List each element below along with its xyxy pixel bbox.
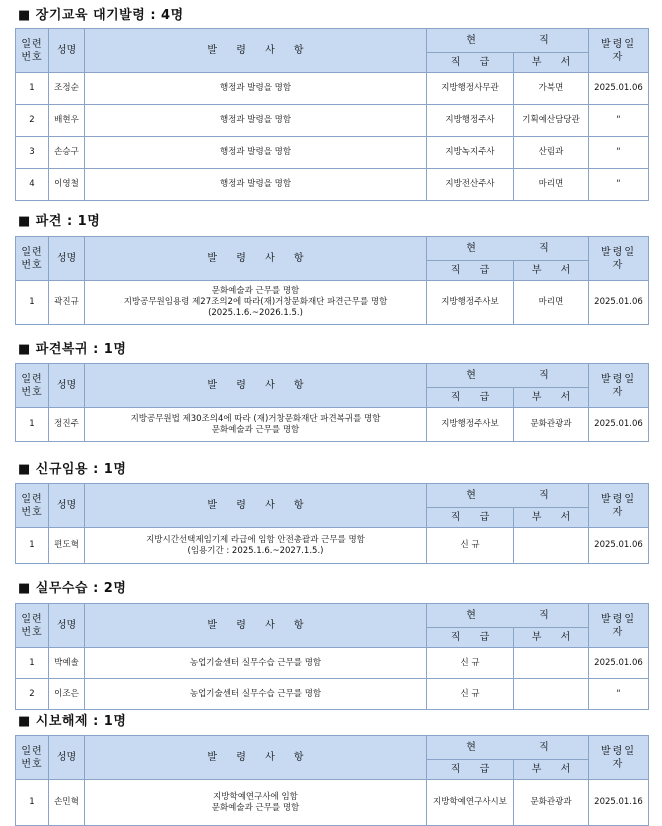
matter-line: (임용기간 : 2025.1.6.~2027.1.5.) [187,545,324,556]
header-matter: 발 령 사 항 [85,237,427,281]
appointment-date: 2025.01.06 [589,528,649,564]
header-rank: 직 급 [427,508,514,528]
appointment-date: 2025.01.16 [589,780,649,826]
section-title: ■ 장기교육 대기발령 : 4명 [18,8,184,23]
matter-line: 지방시간선택제임기제 라급에 임함 안전총괄과 근무를 명함 [146,534,365,545]
department: 문화관광과 [514,780,589,826]
department: 기획예산담당관 [514,105,589,137]
matter-line: 지방공무원법 제30조의4에 따라 (재)거창문화재단 파견복귀를 명함 [130,413,381,424]
header-date: 발령일자 [589,484,649,528]
person-name: 박예솔 [49,648,85,679]
matter-line: 문화예술과 근무를 명함 [211,424,300,435]
matter-line: 문화예술과 근무를 명함 [211,286,300,296]
header-rank: 직 급 [427,53,514,73]
header-rank: 직 급 [427,388,514,408]
appointment-matter [85,408,427,442]
header-serial-no: 일련번호 [16,484,49,528]
header-row [16,604,649,628]
table-row [16,528,649,564]
table-row [16,408,649,442]
appointment-table [15,363,649,442]
header-department: 부 서 [514,508,589,528]
section-title: ■ 신규임용 : 1명 [18,462,127,477]
appointment-date: 2025.01.06 [589,648,649,679]
header-name: 성명 [49,604,85,648]
serial-no: 1 [16,281,49,325]
header-name: 성명 [49,29,85,73]
matter-line: 행정과 발령을 명함 [219,179,292,189]
header-name: 성명 [49,484,85,528]
person-name: 조정순 [49,73,85,105]
header-department: 부 서 [514,388,589,408]
appointment-date: 2025.01.06 [589,408,649,442]
matter-line: 지방학예연구사에 임함 [213,791,298,802]
department: 가북면 [514,73,589,105]
table-row [16,648,649,679]
appointment-matter [85,679,427,710]
appointment-table [15,28,649,201]
header-date: 발령일자 [589,364,649,408]
header-name: 성명 [49,736,85,780]
appointment-date: " [589,169,649,201]
appointment-matter [85,137,427,169]
appointment-table [15,603,649,710]
appointment-matter [85,528,427,564]
header-date: 발령일자 [589,237,649,281]
header-serial-no: 일련번호 [16,237,49,281]
person-name: 이조은 [49,679,85,710]
header-date: 발령일자 [589,604,649,648]
serial-no: 2 [16,679,49,710]
appointment-date: 2025.01.06 [589,281,649,325]
header-serial-no: 일련번호 [16,736,49,780]
person-name: 손승구 [49,137,85,169]
header-row [16,484,649,508]
rank: 신 규 [427,679,514,710]
appointment-table [15,735,649,826]
serial-no: 4 [16,169,49,201]
department [514,648,589,679]
appointment-matter [85,648,427,679]
header-current-position: 현 직 [427,604,589,628]
header-serial-no: 일련번호 [16,29,49,73]
department: 문화관광과 [514,408,589,442]
header-rank: 직 급 [427,628,514,648]
header-matter: 발 령 사 항 [85,29,427,73]
header-row [16,237,649,261]
department: 마리면 [514,281,589,325]
matter-line: 지방공무원임용령 제27조의2에 따라(재)거창문화재단 파견근무를 명함 [123,297,388,307]
header-department: 부 서 [514,53,589,73]
header-date: 발령일자 [589,29,649,73]
rank: 지방행정주사보 [427,408,514,442]
header-row [16,364,649,388]
header-matter: 발 령 사 항 [85,484,427,528]
serial-no: 2 [16,105,49,137]
person-name: 이영철 [49,169,85,201]
rank: 지방학예연구사시보 [427,780,514,826]
appointment-table [15,483,649,564]
serial-no: 1 [16,408,49,442]
appointment-matter [85,780,427,826]
appointment-date: 2025.01.06 [589,73,649,105]
section-title: ■ 파견 : 1명 [18,214,101,229]
person-name: 정진주 [49,408,85,442]
department: 산림과 [514,137,589,169]
header-current-position: 현 직 [427,237,589,261]
header-current-position: 현 직 [427,29,589,53]
serial-no: 1 [16,73,49,105]
department [514,528,589,564]
header-row [16,29,649,53]
header-date: 발령일자 [589,736,649,780]
header-serial-no: 일련번호 [16,364,49,408]
rank: 지방행정사무관 [427,73,514,105]
section-title: ■ 실무수습 : 2명 [18,581,127,596]
rank: 지방행정주사 [427,105,514,137]
rank: 지방녹지주사 [427,137,514,169]
appointment-date: " [589,105,649,137]
matter-line: (2025.1.6.~2026.1.5.) [208,308,303,318]
section-title: ■ 시보해제 : 1명 [18,714,127,729]
appointment-matter [85,169,427,201]
rank: 신 규 [427,648,514,679]
header-serial-no: 일련번호 [16,604,49,648]
serial-no: 1 [16,648,49,679]
header-department: 부 서 [514,628,589,648]
header-row [16,736,649,760]
table-row [16,105,649,137]
header-rank: 직 급 [427,261,514,281]
serial-no: 3 [16,137,49,169]
matter-line: 행정과 발령을 명함 [219,83,292,93]
appointment-matter [85,73,427,105]
header-current-position: 현 직 [427,736,589,760]
person-name: 곽진규 [49,281,85,325]
matter-line: 농업기술센터 실무수습 근무를 명함 [189,688,322,699]
table-row [16,780,649,826]
matter-line: 농업기술센터 실무수습 근무를 명함 [189,657,322,668]
table-row [16,137,649,169]
header-current-position: 현 직 [427,364,589,388]
header-matter: 발 령 사 항 [85,364,427,408]
appointment-matter [85,281,427,325]
header-department: 부 서 [514,760,589,780]
header-current-position: 현 직 [427,484,589,508]
department: 마리면 [514,169,589,201]
serial-no: 1 [16,528,49,564]
appointment-matter [85,105,427,137]
rank: 신 규 [427,528,514,564]
table-row [16,169,649,201]
department [514,679,589,710]
appointment-date: " [589,679,649,710]
matter-line: 문화예술과 근무를 명함 [211,802,300,813]
header-name: 성명 [49,364,85,408]
matter-line: 행정과 발령을 명함 [219,147,292,157]
header-matter: 발 령 사 항 [85,736,427,780]
table-row [16,281,649,325]
person-name: 편도혁 [49,528,85,564]
person-name: 손민혁 [49,780,85,826]
appointment-date: " [589,137,649,169]
person-name: 배현우 [49,105,85,137]
table-row [16,73,649,105]
rank: 지방행정주사보 [427,281,514,325]
appointment-table [15,236,649,325]
header-rank: 직 급 [427,760,514,780]
header-matter: 발 령 사 항 [85,604,427,648]
matter-line: 행정과 발령을 명함 [219,115,292,125]
rank: 지방전산주사 [427,169,514,201]
header-name: 성명 [49,237,85,281]
table-row [16,679,649,710]
header-department: 부 서 [514,261,589,281]
section-title: ■ 파견복귀 : 1명 [18,342,127,357]
serial-no: 1 [16,780,49,826]
